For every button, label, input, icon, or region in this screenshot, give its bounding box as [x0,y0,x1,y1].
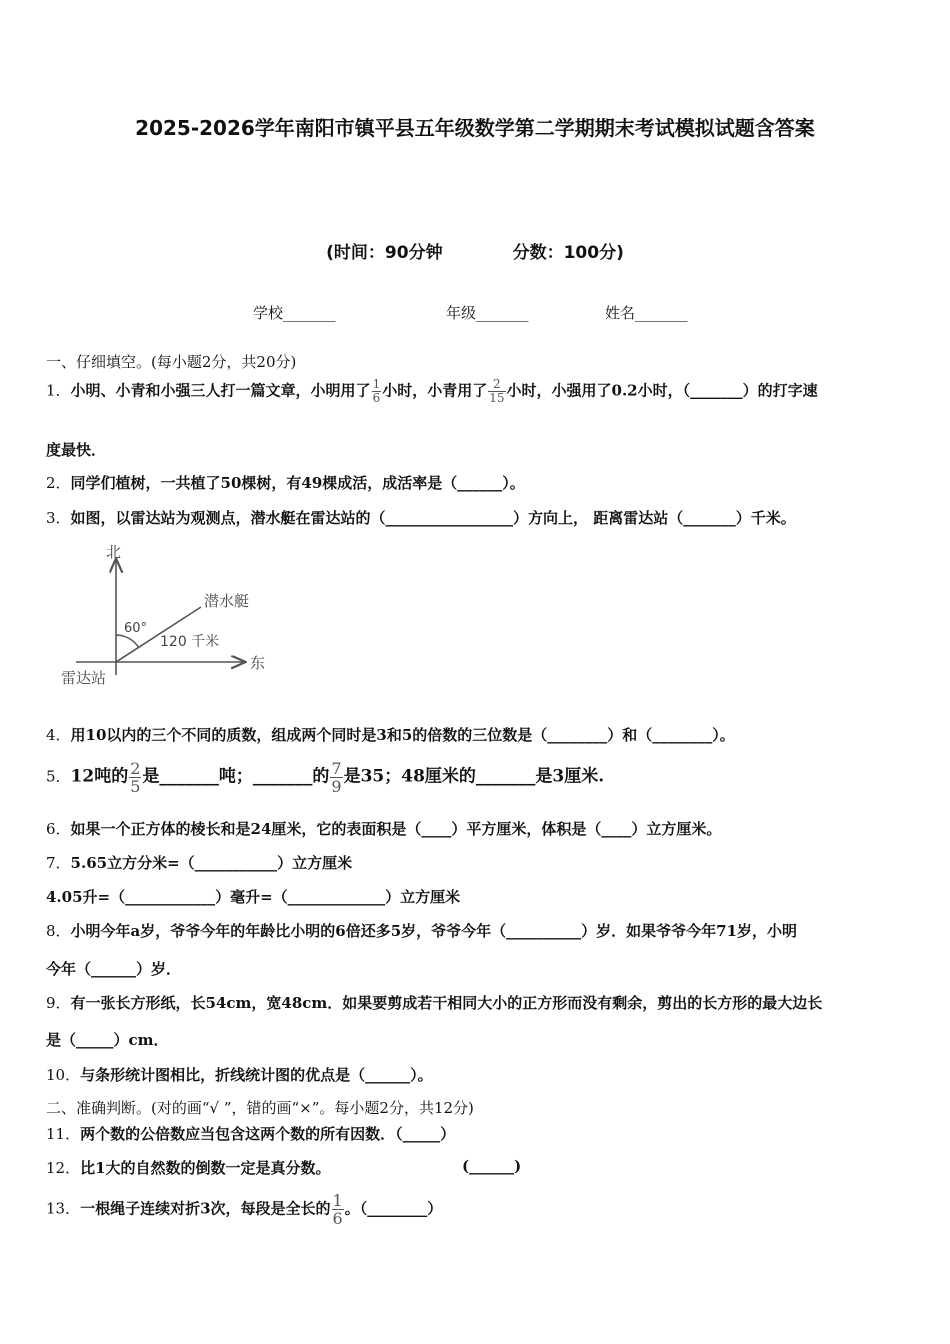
school-field: 学校_______ [253,304,336,322]
exam-meta [0,238,950,263]
question-9: 9．有一张长方形纸，长54cm，宽48cm．如果要剪成若干相同大小的正方形而没有剩余，剪出的长方形的最大边长 [46,994,823,1012]
submarine-label: 潜水艇 [204,592,250,610]
radar-label: 雷达站 [61,669,107,687]
question-6: 6．如果一个正方体的棱长和是24厘米，它的表面积是（____）平方厘米，体积是（____）立方厘米。 [46,820,722,838]
page-title: 2025-2026学年南阳市镇平县五年级数学第二学期期末考试模拟试题含答案 [135,116,815,140]
name-field: 姓名_______ [605,304,688,322]
question-2: 2．同学们植树，一共植了50棵树，有49棵成活，成活率是（______）。 [46,474,525,492]
east-label: 东 [250,654,266,672]
fraction: $\frac{2}{5}$ [130,759,141,796]
fraction: $\frac{7}{9}$ [331,759,342,796]
fraction: $\frac{1}{6}$ [372,377,381,405]
north-label: 北 [106,543,122,561]
question-3: 3．如图，以雷达站为观测点，潜水艇在雷达站的（_________________）方向上， 距离雷达站（_______）千米。 [46,509,796,527]
question-11: 11．两个数的公倍数应当包含这两个数的所有因数．（_____） [46,1125,456,1143]
fraction: $\frac{1}{6}$ [332,1191,343,1228]
question-5: 5．12吨的 $\frac{2}{5}$ 是_______吨；_______的 $\frac{7}{9}$ 是35；48厘米的_______是3厘米. [46,759,605,796]
question-12: 12．比1大的自然数的倒数一定是真分数。 [46,1159,331,1177]
exam-score: 分数：100分) [512,243,624,263]
question-12-blank: (______) [462,1157,522,1175]
distance-label: 120 千米 [160,634,220,650]
question-1-cont: 度最快． [46,441,107,459]
section-2-heading: 二、准确判断。(对的画“√ ”，错的画“×”。每小题2分，共12分) [46,1099,474,1117]
fraction: $\frac{2}{15}$ [489,377,505,405]
question-7: 7．5.65立方分米=（___________）立方厘米 [46,854,353,872]
section-1-heading: 一、仔细填空。(每小题2分，共20分) [46,353,297,371]
question-8: 8．小明今年a岁，爷爷今年的年龄比小明的6倍还多5岁，爷爷今年（__________）岁．如果爷爷今年71岁，小明 [46,922,798,940]
question-4: 4．用10以内的三个不同的质数，组成两个同时是3和5的倍数的三位数是（________）和（________）。 [46,726,735,744]
question-8-line-2: 今年（______）岁． [46,960,182,978]
question-9-line-2: 是（_____）cm． [46,1031,169,1049]
angle-label: 60° [124,621,148,636]
question-13: 13．一根绳子连续对折3次，每段是全长的 $\frac{1}{6}$ 。（________） [46,1191,443,1228]
question-7-line-2: 4.05升=（____________）毫升=（_____________）立方厘米 [46,888,461,906]
grade-field: 年级_______ [446,304,529,322]
exam-time: (时间：90分钟 [326,243,443,263]
question-10: 10．与条形统计图相比，折线统计图的优点是（______）。 [46,1066,433,1084]
radar-diagram [56,540,276,690]
angle-arc [116,635,139,648]
question-1: 1．小明、小青和小强三人打一篇文章，小明用了 $\frac{1}{6}$ 小时，小青用了 $\frac{2}{15}$ 小时，小强用了0.2小时，（_______）的打字速 [46,377,818,405]
